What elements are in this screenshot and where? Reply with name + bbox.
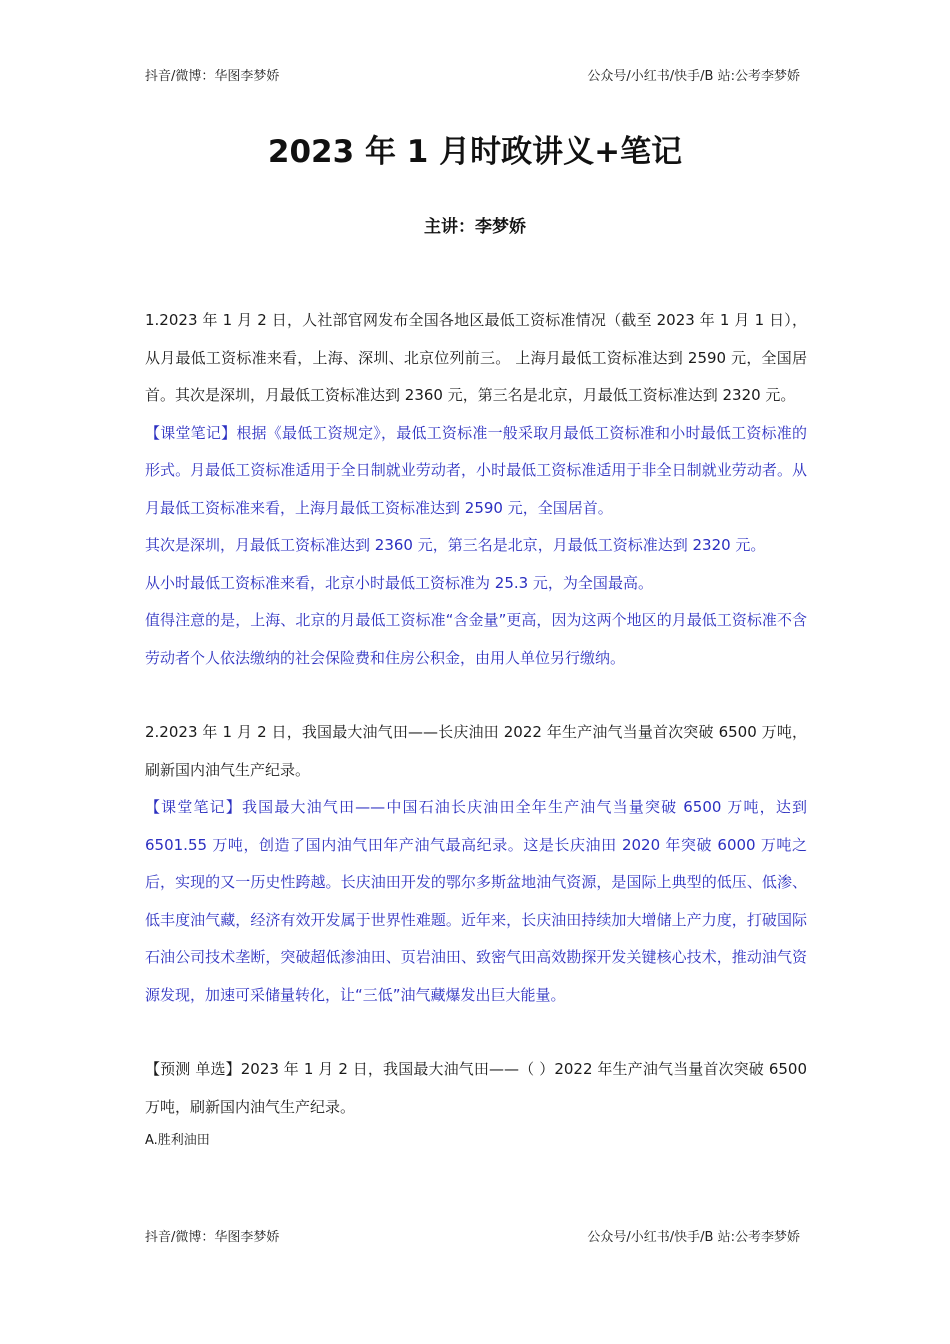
- item-1-note-3: 从小时最低工资标准来看，北京小时最低工资标准为 25.3 元，为全国最高。: [145, 573, 653, 592]
- header-right-text: 公众号/小红书/快手/B 站:公考李梦娇: [587, 69, 800, 84]
- item-2-note-1: 【课堂笔记】我国最大油气田——中国石油长庆油田全年生产油气当量突破 6500 万吨，达到 6501.55 万吨，创造了国内油气田年产油气最高纪录。这是长庆油田 2020 年突破 6000 万吨之后，实现的又一历史性跨越。长庆油田开发的鄂尔多斯盆地油气资源，是国际上典型的低压、低渗、低丰度油气藏，经济有效开发属于世界性难题。近年来，长庆油田持续加大增储上产力度，打破国际石油公司技术垄断，突破超低渗油田、页岩油田、致密气田高效勘探开发关键核心技术，推动油气资源发现，加速可采储量转化，让“三低”油气藏爆发出巨大能量。: [145, 798, 807, 1004]
- item-2-text: 2.2023 年 1 月 2 日，我国最大油气田——长庆油田 2022 年生产油气当量首次突破 6500 万吨，刷新国内油气生产纪录。: [145, 723, 807, 779]
- page-header: [145, 68, 800, 86]
- item-1-note-4: 值得注意的是，上海、北京的月最低工资标准“含金量”更高，因为这两个地区的月最低工资标准不含劳动者个人依法缴纳的社会保险费和住房公积金，由用人单位另行缴纳。: [145, 611, 807, 667]
- item-1-note-2: 其次是深圳，月最低工资标准达到 2360 元，第三名是北京，月最低工资标准达到 2320 元。: [145, 536, 766, 554]
- document-subtitle: 主讲：李梦娇: [424, 217, 526, 237]
- document-body: [145, 302, 807, 1150]
- item-1-note-1: 【课堂笔记】根据《最低工资规定》，最低工资标准一般采取月最低工资标准和小时最低工资标准的形式。月最低工资标准适用于全日制就业劳动者，小时最低工资标准适用于非全日制就业劳动者。从月最低工资标准来看，上海月最低工资标准达到 2590 元，全国居首。: [145, 423, 807, 517]
- footer-left-text: 抖音/微博：华图李梦娇: [145, 1230, 280, 1245]
- paragraph-gap: [145, 677, 807, 714]
- footer-right-text: 公众号/小红书/快手/B 站:公考李梦娇: [587, 1230, 800, 1245]
- page-footer: [145, 1229, 800, 1247]
- document-title: 2023 年 1 月时政讲义+笔记: [267, 134, 683, 170]
- prediction-option-a: A.胜利油田: [145, 1133, 210, 1148]
- header-left-text: 抖音/微博：华图李梦娇: [145, 69, 280, 84]
- paragraph-gap: [145, 1014, 807, 1051]
- prediction-question: 【预测 单选】2023 年 1 月 2 日，我国最大油气田——（ ）2022 年生产油气当量首次突破 6500 万吨，刷新国内油气生产纪录。: [145, 1060, 807, 1116]
- item-1-text: 1.2023 年 1 月 2 日，人社部官网发布全国各地区最低工资标准情况（截至 2023 年 1 月 1 日），从月最低工资标准来看，上海、深圳、北京位列前三。 上海月最低工资标准达到 2590 元，全国居首。其次是深圳，月最低工资标准达到 2360 元，第三名是北京，月最低工资标准达到 2320 元。: [145, 311, 807, 404]
